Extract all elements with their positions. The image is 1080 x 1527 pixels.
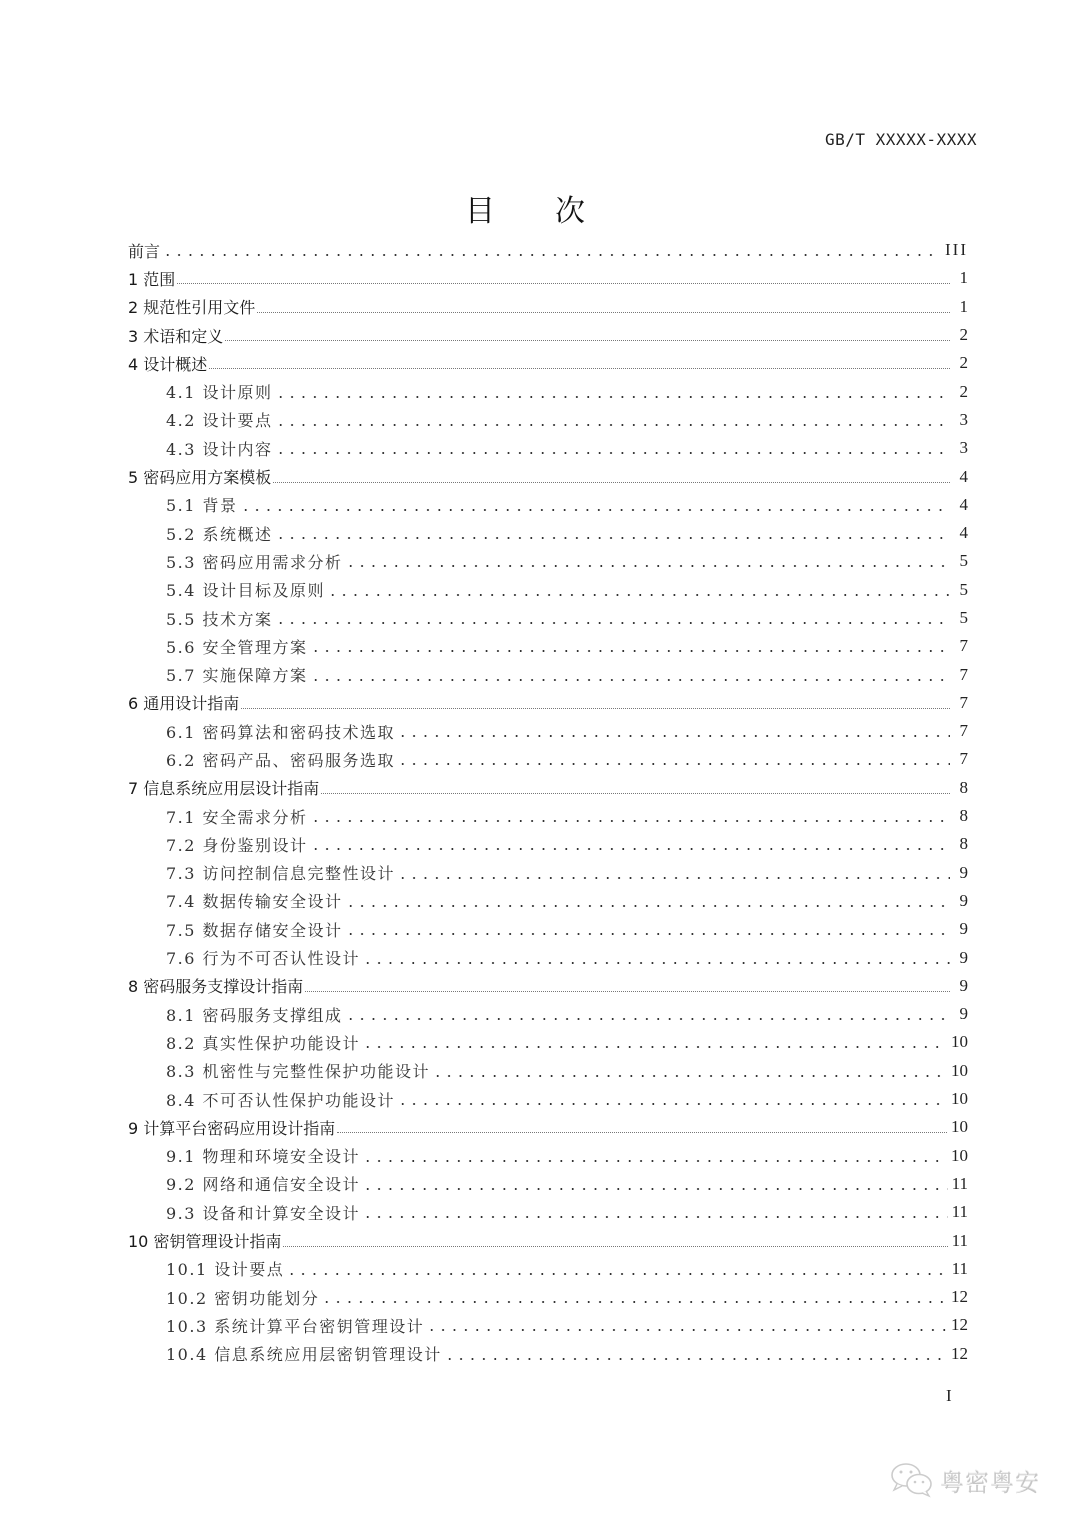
toc-entry-page: 5 bbox=[959, 551, 968, 571]
toc-entry-label: 4.2 设计要点 bbox=[166, 411, 273, 431]
toc-entry-page: 9 bbox=[959, 1004, 968, 1024]
toc-entry-label: 9 计算平台密码应用设计指南 bbox=[128, 1118, 336, 1138]
dot-leader bbox=[275, 439, 950, 457]
toc-entry-label: 9.1 物理和环境安全设计 bbox=[166, 1147, 361, 1167]
toc-entry-label: 9.2 网络和通信安全设计 bbox=[166, 1175, 361, 1195]
toc-entry-page: 7 bbox=[959, 721, 968, 741]
toc-entry-label: 10.1 设计要点 bbox=[166, 1260, 285, 1280]
toc-entry-label: 5 密码应用方案模板 bbox=[128, 468, 272, 488]
toc-entry[interactable] bbox=[128, 1283, 968, 1311]
toc-entry-page: 8 bbox=[959, 834, 968, 854]
toc-entry-page: 1 bbox=[959, 268, 968, 288]
dot-leader bbox=[362, 949, 950, 967]
toc-entry-label: 8.4 不可否认性保护功能设计 bbox=[166, 1090, 396, 1110]
toc-entry-page: 12 bbox=[951, 1343, 968, 1363]
toc-entry[interactable] bbox=[128, 349, 968, 377]
toc-entry-label: 4.3 设计内容 bbox=[166, 439, 273, 459]
toc-entry[interactable] bbox=[128, 1142, 968, 1170]
dot-leader bbox=[321, 1288, 947, 1306]
dot-leader bbox=[321, 779, 950, 797]
toc-entry-page: 11 bbox=[951, 1230, 968, 1250]
toc-entry-page: 10 bbox=[951, 1032, 968, 1052]
dot-leader bbox=[240, 496, 950, 514]
toc-entry[interactable] bbox=[128, 547, 968, 575]
toc-entry-page: 10 bbox=[951, 1117, 968, 1137]
dot-leader bbox=[310, 807, 950, 825]
toc-entry-page: 3 bbox=[959, 438, 968, 458]
toc-entry-page: 9 bbox=[959, 862, 968, 882]
toc-entry-label: 5.3 密码应用需求分析 bbox=[166, 552, 343, 572]
toc-entry-label: 6.1 密码算法和密码技术选取 bbox=[166, 722, 396, 742]
toc-entry-page: 2 bbox=[959, 325, 968, 345]
dot-leader bbox=[426, 1316, 947, 1334]
toc-entry-page: 9 bbox=[959, 975, 968, 995]
toc-entry[interactable] bbox=[128, 236, 968, 264]
toc-entry[interactable] bbox=[128, 293, 968, 321]
toc-entry[interactable] bbox=[128, 1340, 968, 1368]
toc-entry[interactable] bbox=[128, 1170, 968, 1198]
toc-entry[interactable] bbox=[128, 1028, 968, 1056]
toc-entry[interactable] bbox=[128, 491, 968, 519]
toc-entry-label: 8 密码服务支撑设计指南 bbox=[128, 977, 304, 997]
toc-entry[interactable] bbox=[128, 321, 968, 349]
toc-entry[interactable] bbox=[128, 604, 968, 632]
dot-leader bbox=[345, 920, 950, 938]
toc-entry-label: 4.1 设计原则 bbox=[166, 383, 273, 403]
toc-entry-page: 3 bbox=[959, 409, 968, 429]
toc-entry-label: 10 密钥管理设计指南 bbox=[128, 1232, 282, 1252]
toc-entry-label: 6 通用设计指南 bbox=[128, 694, 240, 714]
toc-entry[interactable] bbox=[128, 1113, 968, 1141]
toc-entry-page: 11 bbox=[951, 1173, 968, 1193]
toc-entry-label: 2 规范性引用文件 bbox=[128, 298, 256, 318]
toc-entry-label: 前言 bbox=[128, 241, 161, 261]
watermark bbox=[890, 1462, 1040, 1498]
toc-entry-label: 10.2 密钥功能划分 bbox=[166, 1288, 320, 1308]
toc-entry-page: 11 bbox=[951, 1258, 968, 1278]
dot-leader bbox=[362, 1033, 947, 1051]
dot-leader bbox=[310, 666, 950, 684]
toc-entry-label: 5.4 设计目标及原则 bbox=[166, 581, 326, 601]
dot-leader bbox=[327, 581, 950, 599]
dot-leader bbox=[225, 326, 950, 344]
toc-entry[interactable] bbox=[128, 1000, 968, 1028]
toc-entry-label: 7.3 访问控制信息完整性设计 bbox=[166, 864, 396, 884]
toc-entry[interactable] bbox=[128, 1226, 968, 1254]
toc-entry-label: 5.6 安全管理方案 bbox=[166, 637, 308, 657]
toc-entry[interactable] bbox=[128, 1085, 968, 1113]
toc-entry[interactable] bbox=[128, 377, 968, 405]
toc-entry-label: 4 设计概述 bbox=[128, 354, 208, 374]
toc-entry-page: 2 bbox=[959, 353, 968, 373]
toc-entry[interactable] bbox=[128, 462, 968, 490]
toc-entry-label: 10.4 信息系统应用层密钥管理设计 bbox=[166, 1345, 442, 1365]
dot-leader bbox=[241, 694, 950, 712]
dot-leader bbox=[397, 750, 950, 768]
dot-leader bbox=[283, 1232, 947, 1250]
dot-leader bbox=[362, 1175, 948, 1193]
toc-entry[interactable] bbox=[128, 689, 968, 717]
toc-entry-label: 8.3 机密性与完整性保护功能设计 bbox=[166, 1062, 431, 1082]
toc-entry-page: 11 bbox=[951, 1202, 968, 1222]
dot-leader bbox=[345, 1005, 950, 1023]
dot-leader bbox=[305, 977, 950, 995]
toc-entry-label: 9.3 设备和计算安全设计 bbox=[166, 1203, 361, 1223]
dot-leader bbox=[432, 1062, 947, 1080]
toc-entry-label: 7.4 数据传输安全设计 bbox=[166, 892, 343, 912]
toc-entry[interactable] bbox=[128, 972, 968, 1000]
toc-entry[interactable] bbox=[128, 1057, 968, 1085]
toc-entry[interactable] bbox=[128, 632, 968, 660]
toc-entry-page: 9 bbox=[959, 947, 968, 967]
toc-entry-page: 9 bbox=[959, 890, 968, 910]
toc-entry[interactable] bbox=[128, 434, 968, 462]
toc-entry[interactable] bbox=[128, 1198, 968, 1226]
dot-leader bbox=[345, 552, 950, 570]
toc-entry-page: 10 bbox=[951, 1089, 968, 1109]
toc-entry-page: 4 bbox=[959, 523, 968, 543]
toc-entry-label: 5.2 系统概述 bbox=[166, 524, 273, 544]
toc-entry-page: 5 bbox=[959, 608, 968, 627]
toc-entry-label: 8.1 密码服务支撑组成 bbox=[166, 1005, 343, 1025]
toc-entry[interactable] bbox=[128, 859, 968, 887]
toc-entry-page: 7 bbox=[959, 749, 968, 769]
toc-entry-page: 7 bbox=[959, 664, 968, 684]
toc-entry-label: 10.3 系统计算平台密钥管理设计 bbox=[166, 1316, 425, 1336]
toc-entry-page: III bbox=[945, 240, 968, 260]
toc-entry-label: 7 信息系统应用层设计指南 bbox=[128, 779, 320, 799]
dot-leader bbox=[397, 722, 950, 740]
dot-leader bbox=[362, 1147, 947, 1165]
toc-entry[interactable] bbox=[128, 943, 968, 971]
toc-entry-page: 7 bbox=[959, 636, 968, 656]
dot-leader bbox=[345, 892, 950, 910]
toc-entry[interactable] bbox=[128, 745, 968, 773]
page-number: I bbox=[946, 1386, 952, 1405]
toc-entry[interactable] bbox=[128, 264, 968, 292]
page-title: 目次 bbox=[465, 194, 645, 229]
toc-entry[interactable] bbox=[128, 576, 968, 604]
dot-leader bbox=[273, 468, 950, 486]
toc-entry-page: 8 bbox=[959, 806, 968, 826]
toc-entry[interactable] bbox=[128, 519, 968, 547]
toc-entry-page: 5 bbox=[959, 579, 968, 599]
dot-leader bbox=[177, 269, 950, 287]
toc-entry-page: 9 bbox=[959, 919, 968, 939]
toc-entry-page: 12 bbox=[951, 1315, 968, 1335]
toc-entry-page: 8 bbox=[959, 777, 968, 797]
toc-entry[interactable] bbox=[128, 406, 968, 434]
toc-entry-page: 7 bbox=[959, 692, 968, 712]
toc-entry-label: 7.1 安全需求分析 bbox=[166, 807, 308, 827]
dot-leader bbox=[310, 835, 950, 853]
standard-code: GB/T XXXXX-XXXX bbox=[825, 130, 977, 149]
toc-entry-page: 10 bbox=[951, 1145, 968, 1165]
toc-entry[interactable] bbox=[128, 660, 968, 688]
dot-leader bbox=[275, 383, 950, 401]
toc-entry[interactable] bbox=[128, 1311, 968, 1339]
toc-entry[interactable] bbox=[128, 915, 968, 943]
dot-leader bbox=[337, 1118, 947, 1136]
toc-entry-label: 5.1 背景 bbox=[166, 496, 238, 516]
dot-leader bbox=[444, 1345, 947, 1363]
dot-leader bbox=[397, 1090, 947, 1108]
dot-leader bbox=[397, 864, 950, 882]
dot-leader bbox=[310, 637, 950, 655]
toc-entry-label: 7.5 数据存储安全设计 bbox=[166, 920, 343, 940]
toc-entry-label: 7.6 行为不可否认性设计 bbox=[166, 949, 361, 969]
toc-entry-label: 7.2 身份鉴别设计 bbox=[166, 835, 308, 855]
dot-leader bbox=[275, 411, 950, 429]
toc-entry[interactable] bbox=[128, 774, 968, 802]
toc-entry-page: 1 bbox=[959, 296, 968, 316]
wechat-icon bbox=[890, 1462, 934, 1498]
toc-entry-label: 5.5 技术方案 bbox=[166, 609, 273, 629]
toc-entry-page: 4 bbox=[959, 494, 968, 514]
toc-entry-page: 4 bbox=[959, 466, 968, 486]
dot-leader bbox=[257, 298, 950, 316]
dot-leader bbox=[162, 241, 935, 259]
toc-entry[interactable] bbox=[128, 1255, 968, 1283]
dot-leader bbox=[209, 354, 950, 372]
toc-entry-label: 6.2 密码产品、密码服务选取 bbox=[166, 750, 396, 770]
toc-entry[interactable] bbox=[128, 717, 968, 745]
toc-entry[interactable] bbox=[128, 802, 968, 830]
table-of-contents bbox=[128, 236, 968, 1368]
watermark-text: 粤密粤安 bbox=[940, 1468, 1040, 1497]
toc-entry-label: 1 范围 bbox=[128, 269, 176, 289]
toc-entry[interactable] bbox=[128, 830, 968, 858]
toc-entry-label: 8.2 真实性保护功能设计 bbox=[166, 1033, 361, 1053]
toc-entry-page: 10 bbox=[951, 1060, 968, 1080]
toc-entry-page: 12 bbox=[951, 1287, 968, 1307]
dot-leader bbox=[275, 524, 950, 542]
dot-leader bbox=[275, 609, 950, 627]
toc-entry-label: 3 术语和定义 bbox=[128, 326, 224, 346]
toc-entry[interactable] bbox=[128, 887, 968, 915]
toc-entry-page: 2 bbox=[959, 381, 968, 401]
dot-leader bbox=[286, 1260, 947, 1278]
toc-entry-label: 5.7 实施保障方案 bbox=[166, 666, 308, 686]
dot-leader bbox=[362, 1203, 948, 1221]
